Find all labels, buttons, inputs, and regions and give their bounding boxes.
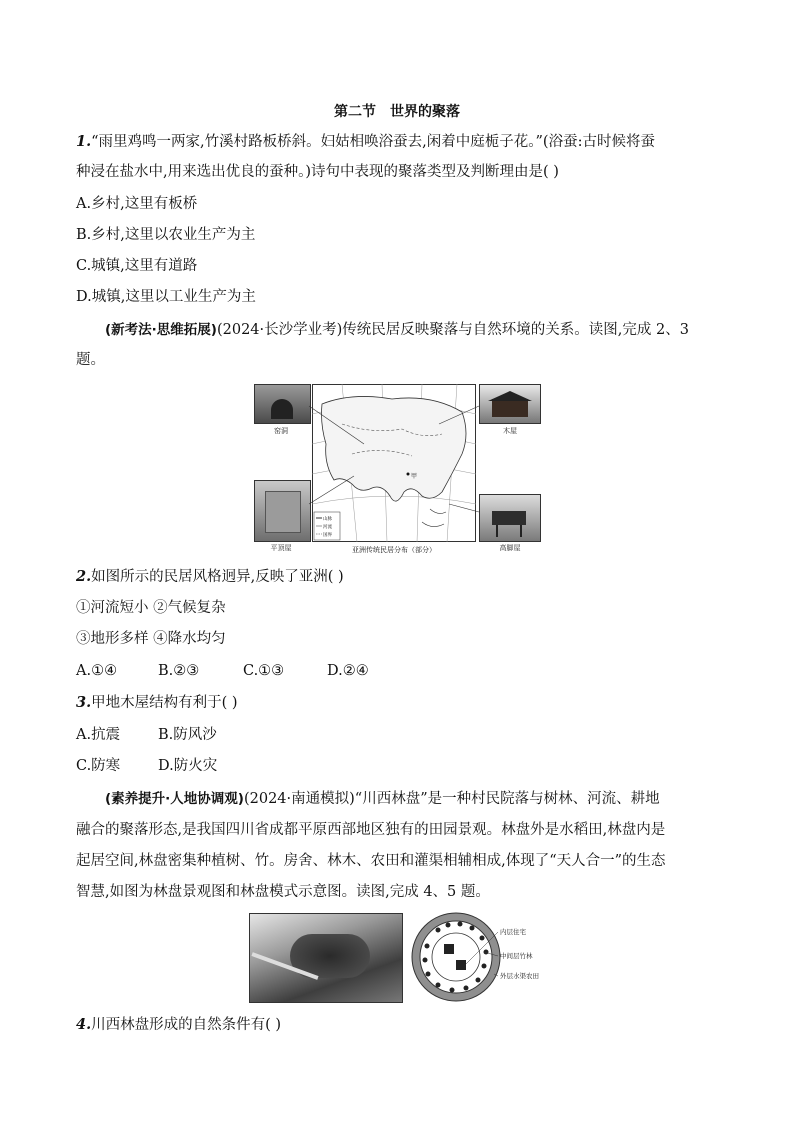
map-marker-jia: 甲 <box>411 473 418 480</box>
q1-number: 1. <box>76 133 92 150</box>
intro2-text: (2024·南通模拟)“川西林盘”是一种村民院落与树林、河流、耕地 <box>243 791 660 807</box>
legend-mountains: 山脉 <box>323 517 332 522</box>
q3-number: 3. <box>76 694 92 711</box>
q4-stem: 川西林盘形成的自然条件有( ) <box>91 1017 282 1033</box>
linpan-landscape-photo <box>249 913 403 1003</box>
intro2-line4: 智慧,如图为林盘景观图和林盘模式示意图。读图,完成 4、5 题。 <box>76 884 490 900</box>
q3-stem: 甲地木屋结构有利于( ) <box>91 695 238 711</box>
intro1-line2: 题。 <box>76 352 105 368</box>
section-title: 第二节 世界的聚落 <box>334 104 460 120</box>
q1-option-c: C.城镇,这里有道路 <box>76 258 198 274</box>
linpan-model-diagram <box>408 910 568 1004</box>
label-wooden-house: 木屋 <box>503 427 517 435</box>
legend-borders: 国界 <box>323 533 332 538</box>
legend-rivers: 河流 <box>323 525 332 530</box>
label-flat-roof-house: 平顶屋 <box>270 544 292 552</box>
q1-stem-line1: “雨里鸡鸣一两家,竹溪村路板桥斜。妇姑相唤浴蚕去,闲着中庭栀子花。”(浴蚕:古时候将蚕 <box>91 134 655 150</box>
q4-stem-line <box>76 1015 281 1035</box>
intro2-line2: 融合的聚落形态,是我国四川省成都平原西部地区独有的田园景观。林盘外是水稻田,林盘内是 <box>76 822 666 838</box>
q2-option-d: D.②④ <box>327 663 369 679</box>
label-inner-housing: 内层住宅 <box>500 928 526 936</box>
q3-option-d: D.防火灾 <box>158 758 218 774</box>
q2-number: 2. <box>76 568 92 585</box>
intro1-tag: (新考法·思维拓展) <box>105 322 217 338</box>
intro2-line1 <box>105 789 660 809</box>
q2-stem: 如图所示的民居风格迥异,反映了亚洲( ) <box>91 569 344 585</box>
q4-number: 4. <box>76 1016 92 1033</box>
intro1-line1 <box>105 320 689 340</box>
q1-line1 <box>76 132 655 152</box>
label-outer-farmland: 外层水渠农田 <box>500 972 539 980</box>
q1-option-d: D.城镇,这里以工业生产为主 <box>76 289 256 305</box>
label-cave-dwelling: 窑洞 <box>274 427 288 435</box>
q2-option-b: B.②③ <box>158 663 200 679</box>
q1-option-b: B.乡村,这里以农业生产为主 <box>76 227 256 243</box>
q2-option-a: A.①④ <box>76 663 118 679</box>
q1-stem-line2: 种浸在盐水中,用来选出优良的蚕种。)诗句中表现的聚落类型及判断理由是( ) <box>76 164 559 180</box>
intro1-text: (2024·长沙学业考)传统民居反映聚落与自然环境的关系。读图,完成 2、3 <box>216 322 689 338</box>
pointer-lines <box>254 384 540 556</box>
q3-stem-line <box>76 693 238 713</box>
q2-option-c: C.①③ <box>243 663 285 679</box>
q2-statements-row2: ③地形多样 ④降水均匀 <box>76 631 226 647</box>
label-middle-bamboo: 中间层竹林 <box>500 952 533 960</box>
asia-house-map-figure <box>254 384 540 556</box>
intro2-line3: 起居空间,林盘密集种植树、竹。房舍、林木、农田和灌渠相辅相成,体现了“天人合一”的生态 <box>76 853 666 869</box>
intro2-tag: (素养提升·人地协调观) <box>105 791 244 807</box>
q2-statements-row1: ①河流短小 ②气候复杂 <box>76 600 226 616</box>
q2-stem-line <box>76 567 344 587</box>
q3-option-b: B.防风沙 <box>158 727 217 743</box>
q1-option-a: A.乡村,这里有板桥 <box>76 196 198 212</box>
q3-option-c: C.防寒 <box>76 758 121 774</box>
q3-option-a: A.抗震 <box>76 727 121 743</box>
label-stilt-house: 高脚屋 <box>499 544 521 552</box>
map-caption: 亚洲传统民居分布（部分） <box>352 546 436 554</box>
